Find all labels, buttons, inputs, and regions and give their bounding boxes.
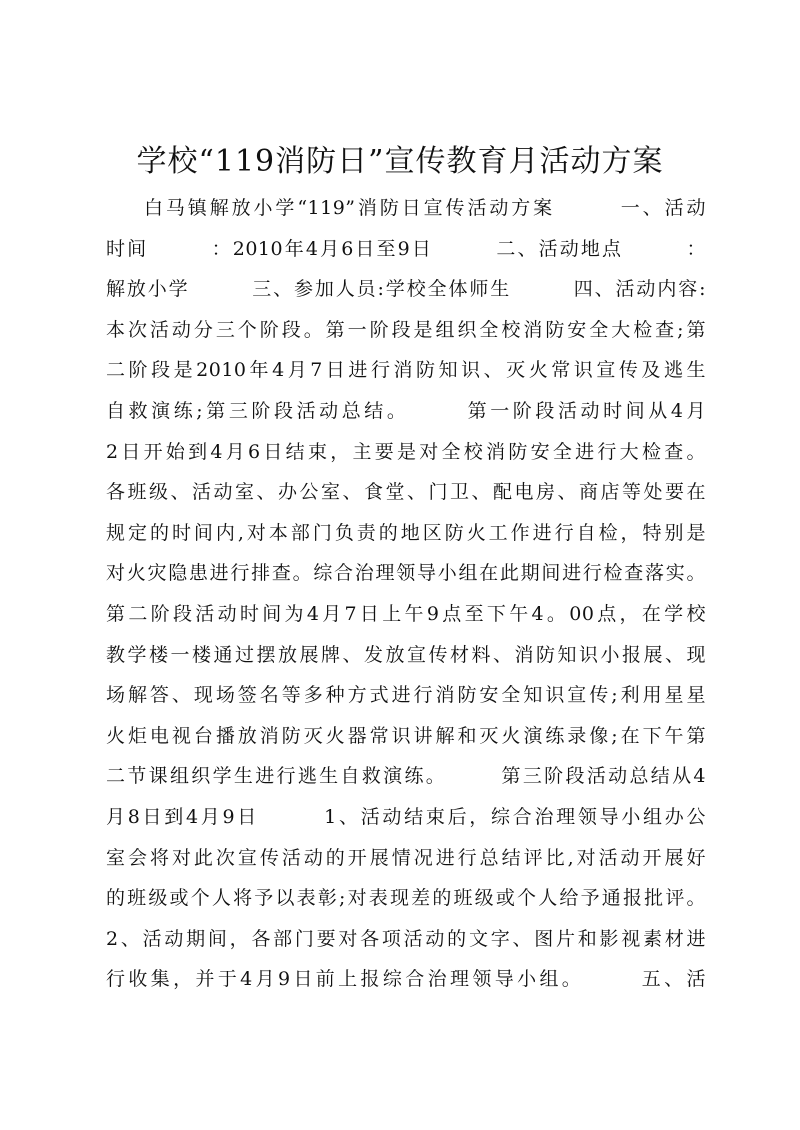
- body-line-10: 对火灾隐患进行排查。综合治理领导小组在此期间进行检查落实。: [106, 562, 706, 585]
- body-line-1: 白马镇解放小学“119”消防日宣传活动方案 一、活动: [144, 197, 706, 219]
- body-line-3: 解放小学 三、参加人员:学校全体师生 四、活动内容:: [106, 278, 706, 301]
- body-line-13: 场解答、现场签名等多种方式进行消防安全知识宣传;利用星星: [106, 684, 706, 707]
- body-line-14: 火炬电视台播放消防灭火器常识讲解和灭火演练录像;在下午第: [106, 724, 706, 747]
- body-line-20: 行收集，并于4月9日前上报综合治理领导小组。 五、活: [106, 968, 706, 991]
- body-line-4: 本次活动分三个阶段。第一阶段是组织全校消防安全大检查;第: [106, 318, 706, 341]
- body-line-2: 时间 ：2010年4月6日至9日 二、活动地点 ：: [106, 237, 706, 260]
- body-line-7: 2日开始到4月6日结束，主要是对全校消防安全进行大检查。: [106, 440, 706, 463]
- body-line-9: 规定的时间内,对本部门负责的地区防火工作进行自检，特别是: [106, 521, 706, 544]
- document-title: 学校“119消防日”宣传教育月活动方案: [136, 144, 664, 179]
- body-line-17: 室会将对此次宣传活动的开展情况进行总结评比,对活动开展好: [106, 846, 706, 869]
- body-line-15: 二节课组织学生进行逃生自救演练。 第三阶段活动总结从4: [106, 765, 706, 788]
- body-line-16: 月8日到4月9日 1、活动结束后，综合治理领导小组办公: [106, 805, 706, 828]
- body-line-5: 二阶段是2010年4月7日进行消防知识、灭火常识宣传及逃生: [106, 359, 706, 382]
- body-line-18: 的班级或个人将予以表彰;对表现差的班级或个人给予通报批评。: [106, 887, 706, 910]
- body-line-6: 自救演练;第三阶段活动总结。 第一阶段活动时间从4月: [106, 399, 706, 422]
- body-line-12: 教学楼一楼通过摆放展牌、发放宣传材料、消防知识小报展、现: [106, 643, 706, 666]
- body-line-8: 各班级、活动室、办公室、食堂、门卫、配电房、商店等处要在: [106, 481, 706, 504]
- document-body: [106, 188, 706, 1000]
- body-line-11: 第二阶段活动时间为4月7日上午9点至下午4。00点，在学校: [106, 602, 706, 625]
- body-line-19: 2、活动期间，各部门要对各项活动的文字、图片和影视素材进: [106, 927, 706, 950]
